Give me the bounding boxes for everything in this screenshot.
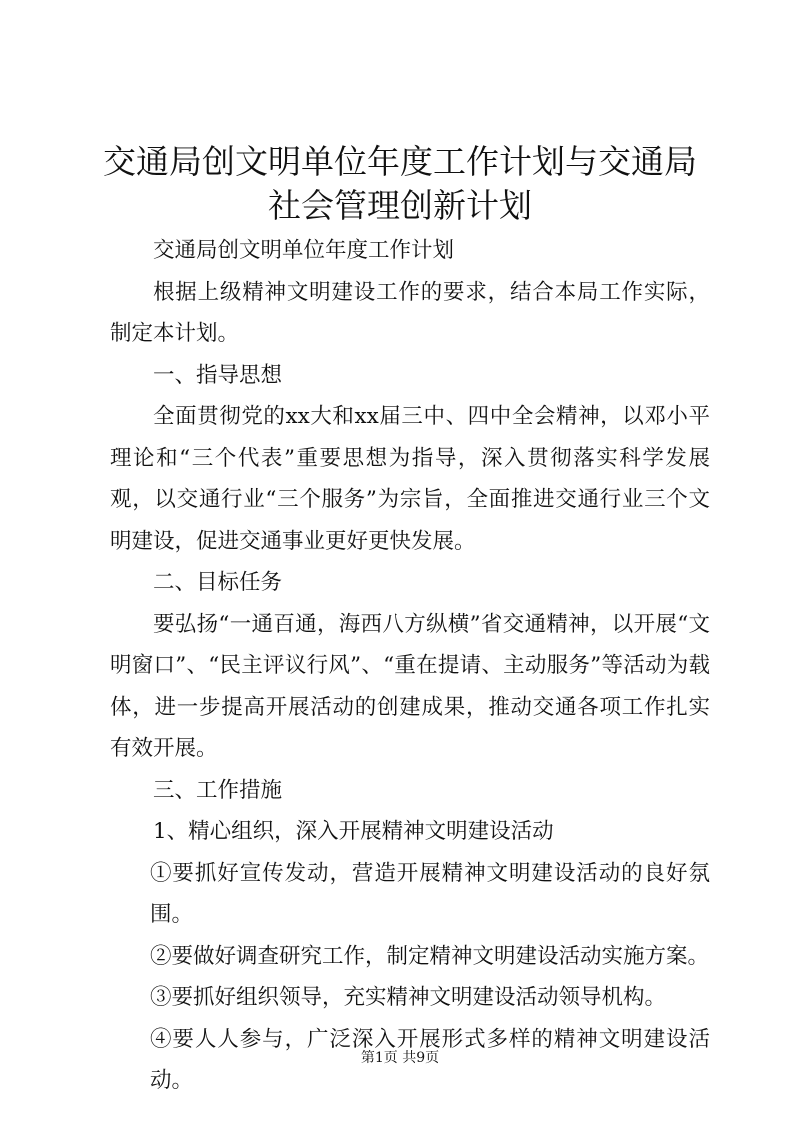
paragraph-goals: 要弘扬“一通百通，海西八方纵横”省交通精神，以开展“文明窗口”、“民主评议行风”、“重在提请、主动服务”等活动为载体，进一步提高开展活动的创建成果，推动交通各项工作扎实有效开展。	[110, 611, 710, 761]
paragraph-guiding-thought: 全面贯彻党的xx大和xx届三中、四中全会精神，以邓小平理论和“三个代表”重要思想为指导，深入贯彻落实科学发展观，以交通行业“三个服务”为宗旨，全面推进交通行业三个文明建设，促进交通事业更好更快发展。	[110, 404, 710, 554]
subsection-heading-1: 1、精心组织，深入开展精神文明建设活动	[153, 819, 554, 844]
section-heading-3: 三、工作措施	[153, 777, 283, 803]
paragraph-subtitle: 交通局创文明单位年度工作计划	[153, 238, 455, 263]
paragraph-intro: 根据上级精神文明建设工作的要求，结合本局工作实际，制定本计划。	[110, 279, 710, 346]
list-item-1: ①要抓好宣传发动，营造开展精神文明建设活动的良好氛围。	[150, 860, 710, 927]
page-number-footer: 第1页 共9页	[360, 1050, 440, 1066]
section-heading-1: 一、指导思想	[153, 362, 283, 388]
list-item-3: ③要抓好组织领导，充实精神文明建设活动领导机构。	[150, 985, 667, 1010]
list-item-2: ②要做好调查研究工作，制定精神文明建设活动实施方案。	[150, 943, 710, 969]
document-body	[110, 230, 710, 1102]
section-heading-2: 二、目标任务	[153, 570, 283, 595]
document-title: 交通局创文明单位年度工作计划与交通局社会管理创新计划	[103, 142, 697, 225]
list-item-4: ④要人人参与，广泛深入开展形式多样的精神文明建设活动。	[150, 1026, 710, 1093]
